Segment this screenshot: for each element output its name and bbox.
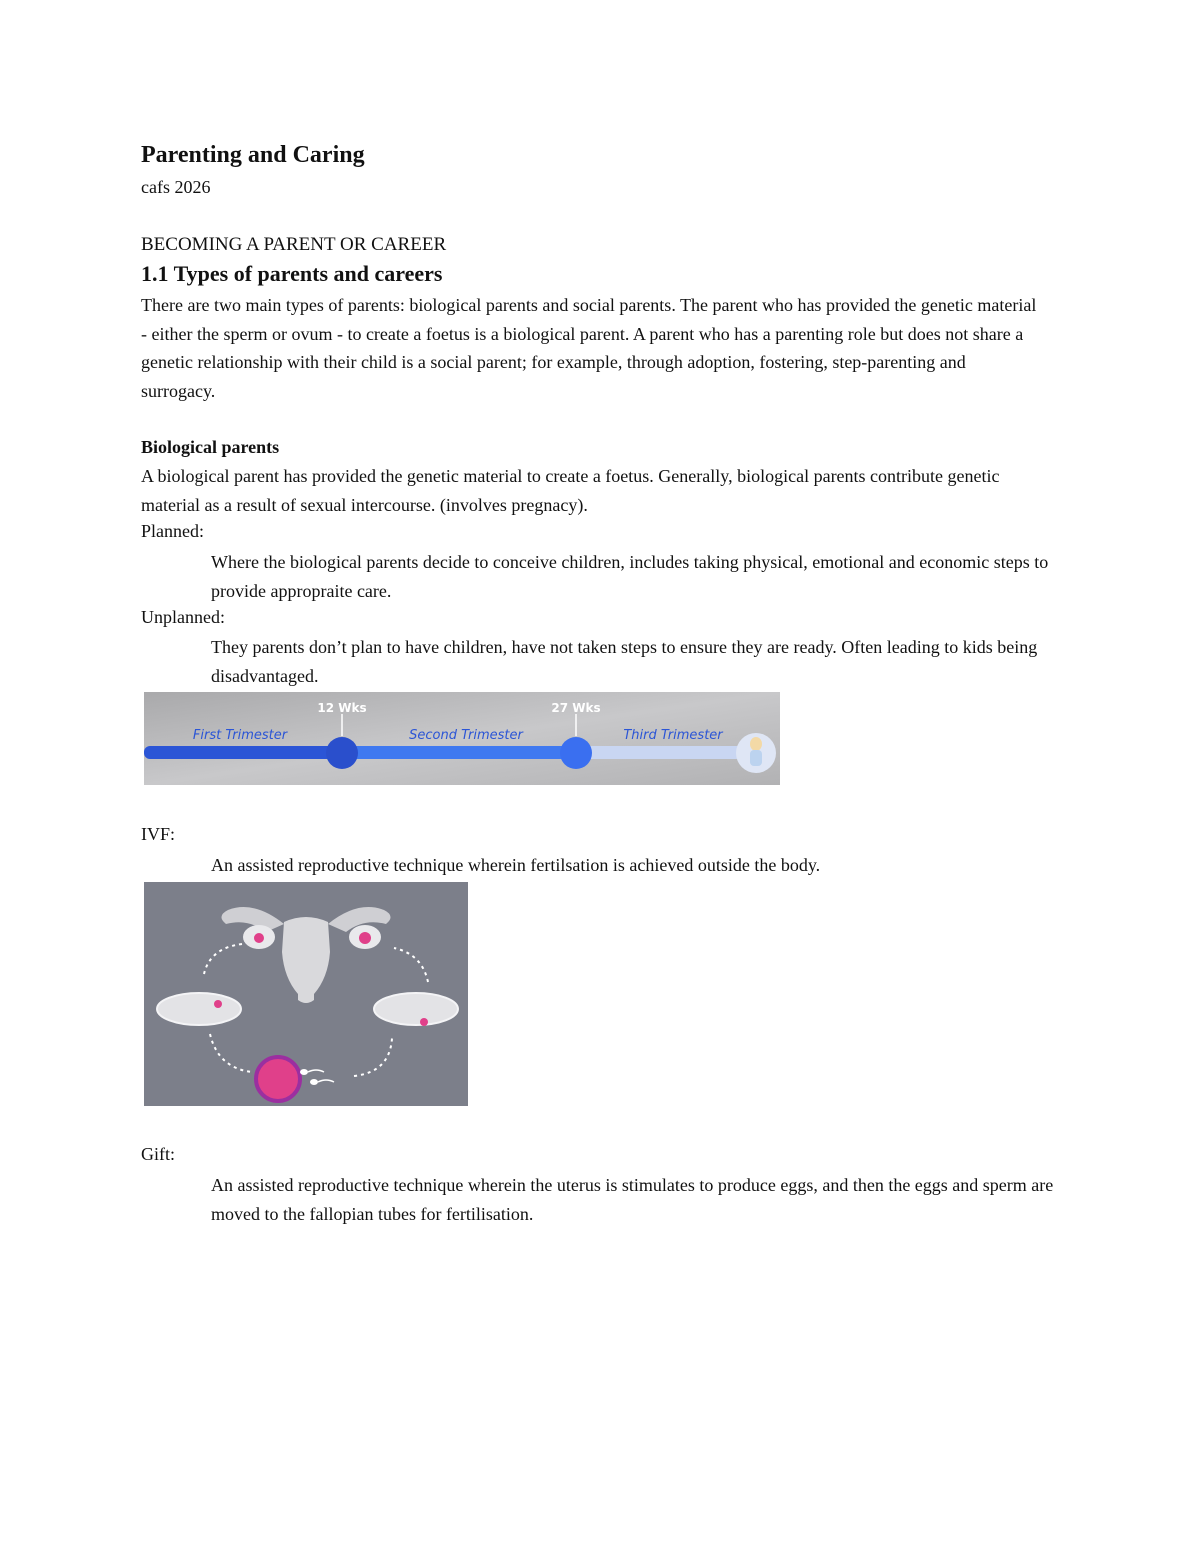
second-trimester-label: Second Trimester [409,728,523,743]
left-egg [254,933,264,943]
ivf-cycle-illustration-icon [144,882,468,1106]
dish-egg-left [214,1000,222,1008]
subsection-heading: 1.1 Types of parents and careers [141,261,443,286]
left-petri-dish [157,993,241,1025]
marker-dot-12 [326,737,358,769]
first-trimester-bar [144,746,344,759]
third-trimester-bar [576,746,756,759]
marker-dot-27 [560,737,592,769]
ivf-label: IVF: [141,824,176,844]
dish-egg-right [420,1018,428,1026]
marker-label-27: 27 Wks [551,701,601,715]
fertilised-egg [256,1057,300,1101]
sperm-1 [300,1069,308,1075]
sperm-2 [310,1079,318,1085]
gift-description: An assisted reproductive technique wherein the uterus is stimulates to produce eggs, and then the eggs and sperm are moved to the fallopian tubes for fertilisation. [211,1175,1054,1224]
right-egg [359,932,371,944]
intro-paragraph: There are two main types of parents: biological parents and social parents. The parent who has provided the genetic material - either the sperm or ovum - to create a foetus is a biological parent. A parent who has a parenting role but does not share a genetic relationship with their child is a social parent; for example, through adoption, fostering, step-parenting and surrogacy. [141,295,1037,401]
biological-parents-paragraph: A biological parent has provided the genetic material to create a foetus. Generally, biological parents contribute genetic material as a result of sexual intercourse. (involves pregnacy). [141,466,1000,515]
planned-description: Where the biological parents decide to conceive children, includes taking physical, emotional and economic steps to provide appropraite care. [211,552,1049,601]
document-subtitle: cafs 2026 [141,177,211,197]
biological-parents-heading: Biological parents [141,437,280,457]
unplanned-label: Unplanned: [141,607,225,627]
unplanned-description: They parents don’t plan to have children, have not taken steps to ensure they are ready. Often leading to kids being disadvantaged. [211,637,1038,686]
baby-body [750,750,762,766]
third-trimester-label: Third Trimester [623,728,723,743]
baby-head [750,737,762,751]
first-trimester-label: First Trimester [192,728,288,743]
marker-label-12: 12 Wks [317,701,367,715]
trimester-timeline-figure [144,692,780,785]
planned-label: Planned: [141,521,204,541]
second-trimester-bar [344,746,576,759]
ivf-description: An assisted reproductive technique wherein fertilsation is achieved outside the body. [211,855,821,875]
section-heading: BECOMING A PARENT OR CAREER [141,234,447,255]
document-title: Parenting and Caring [141,142,365,168]
right-petri-dish [374,993,458,1025]
gift-label: Gift: [141,1144,175,1164]
